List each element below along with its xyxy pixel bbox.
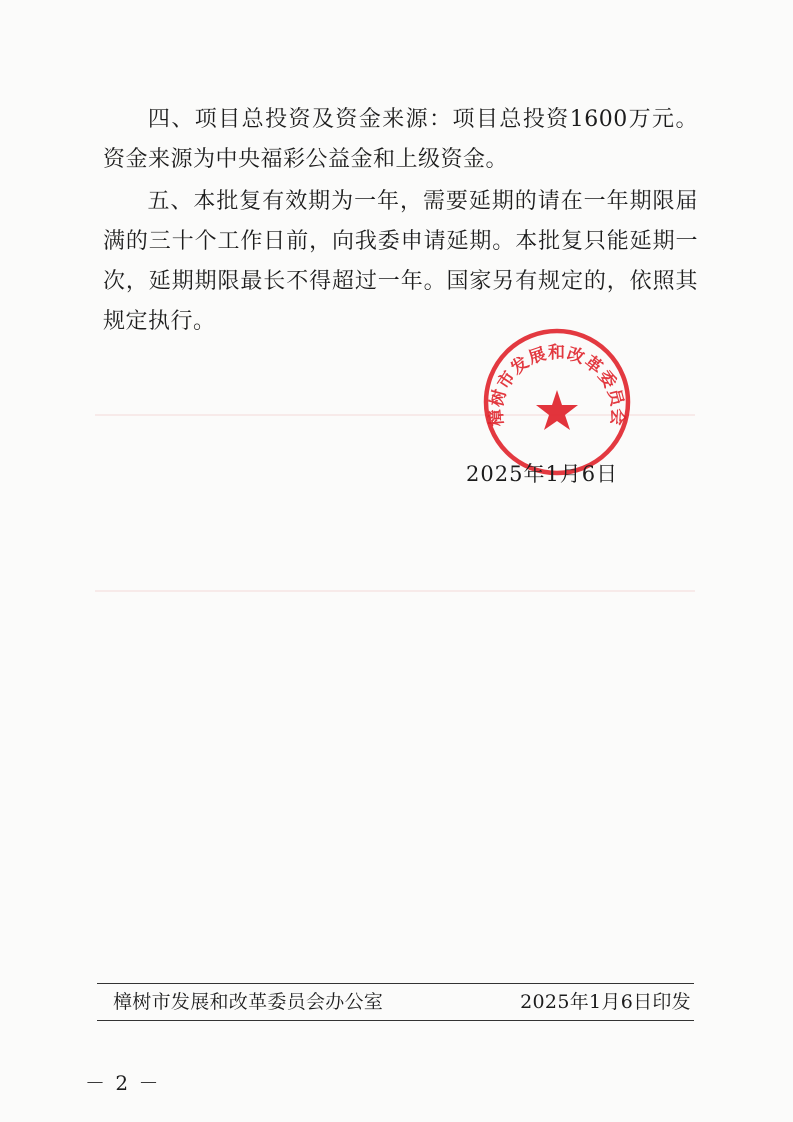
footer-bottom-rule — [97, 1020, 694, 1021]
footer-issuing-office: 樟树市发展和改革委员会办公室 — [113, 991, 384, 1013]
official-seal — [482, 327, 632, 477]
footer-top-rule — [97, 983, 694, 984]
paragraph-validity: 五、本批复有效期为一年，需要延期的请在一年期限届满的三十个工作日前，向我委申请延期。本批复只能延期一次，延期期限最长不得超过一年。国家另有规定的，依照其规定执行。 — [103, 189, 698, 334]
star-icon — [536, 390, 578, 430]
paragraph-investment: 四、项目总投资及资金来源：项目总投资1600万元。资金来源为中央福彩公益金和上级资金。 — [103, 107, 698, 172]
seal-text: 樟树市发展和改革委员会 — [486, 343, 628, 428]
footer-issue-date: 2025年1月6日印发 — [520, 991, 691, 1013]
page-number: － 2 － — [85, 1071, 161, 1095]
signature-date: 2025年1月6日 — [466, 462, 619, 486]
show-through-line — [95, 590, 695, 592]
